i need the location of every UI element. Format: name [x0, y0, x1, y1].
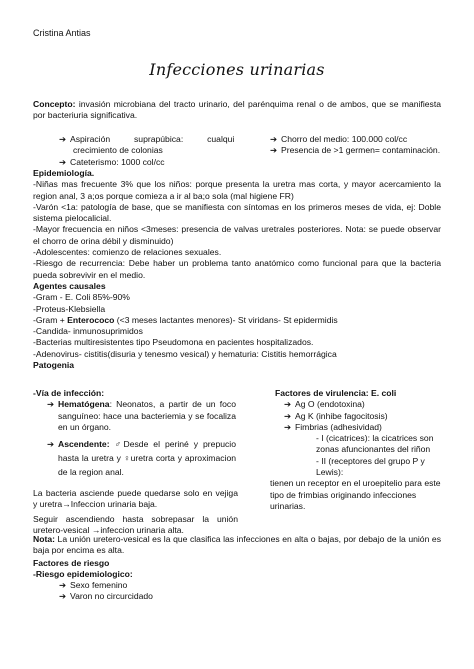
- agente-enterococo-detail: (<3 meses lactantes menores)- St viridans- St epidermidis: [114, 314, 338, 325]
- agente-line: -Bacterias multiresistentes tipo Pseudomona en pacientes hospitalizados.: [33, 337, 314, 348]
- nota-text: La unión uretero-vesical es la que clasifica las infecciones en alta o bajas, por debajo de la unión es baja por encima es alta.: [33, 534, 441, 556]
- fimbria-type-ii-detail: tienen un receptor en el uroepitelio para este tipo de frimbias originando infecciones urinarias.: [270, 478, 441, 511]
- epi-line: -Varón <1a: patología de base, que se manifiesta con síntomas en los primeros meses de vida, ej: Doble sistema pielocalicial.: [33, 201, 441, 224]
- agentes-heading: Agentes causales: [33, 280, 106, 291]
- riesgo-item: [59, 580, 441, 591]
- agente-line: -Adenovirus- cistitis(disuria y tenesmo vesical) y hematuria: Cistitis hemorrágica: [33, 348, 337, 359]
- virulencia-item: [284, 411, 442, 422]
- nota-paragraph: [33, 534, 441, 557]
- lower-section: [33, 534, 441, 603]
- virulencia-ag-k: Ag K (inhibe fagocitosis): [295, 410, 388, 421]
- agente-line: -Candida- inmunosuprimidos: [33, 326, 143, 337]
- arrow-icon: ➔: [270, 134, 278, 144]
- concepto-label: Concepto:: [33, 99, 76, 109]
- riesgo-varon: Varon no circurcidado: [70, 591, 153, 602]
- via-heading: -Vía de infección:: [33, 388, 105, 398]
- virulencia-section: [270, 388, 442, 512]
- patogenia-heading: Patogenia: [33, 360, 75, 371]
- riesgo-item: [59, 591, 441, 602]
- agente-line: [33, 315, 441, 326]
- methods-left-list: [59, 134, 244, 168]
- riesgo-heading: Factores de riesgo: [33, 557, 110, 568]
- arrow-icon: ➔: [59, 591, 67, 602]
- method-cateterismo: Cateterismo: 1000 col/cc: [70, 156, 165, 167]
- arrow-icon: ➔: [59, 156, 67, 167]
- virulencia-ag-o: Ag O (endotoxina): [295, 399, 365, 410]
- arrow-icon: ➔: [284, 399, 292, 410]
- epidemiologia-heading: Epidemiología.: [33, 168, 95, 178]
- method-item: [59, 134, 244, 145]
- method-item: [59, 157, 244, 168]
- fimbria-type-i: - I (cicatrices): la cicatrices son zonas afuncionantes del riñon: [316, 433, 434, 455]
- arrow-icon: ➔: [284, 421, 292, 432]
- virulencia-heading: Factores de virulencia: E. coli: [275, 388, 397, 398]
- virulencia-fimbrias: Fimbrias (adhesividad): [295, 421, 382, 432]
- page-title: Infecciones urinarias: [149, 60, 325, 79]
- methods-right-list: [270, 134, 450, 157]
- nota-label: Nota:: [33, 534, 55, 544]
- ascendente-item: [47, 437, 238, 479]
- virulencia-item: [284, 422, 442, 433]
- method-aspiracion-line2: crecimiento de colonias: [73, 145, 163, 156]
- method-item: [270, 145, 450, 156]
- epi-line: -Riesgo de recurrencia: Debe haber un problema tanto anatómico como funcional para que la bacteria pueda sobrevivir en el medio.: [33, 258, 441, 280]
- hematogena-text-block: [58, 399, 236, 433]
- author-name: Cristina Antias: [33, 28, 91, 38]
- arrow-icon: ➔: [59, 580, 67, 591]
- patogenia-para1: La bacteria asciende puede quedarse solo en vejiga y uretra→Infeccion urinaria baja.: [33, 488, 238, 510]
- agente-line: -Proteus-Klebsiella: [33, 303, 106, 314]
- arrow-icon: ➔: [59, 134, 67, 144]
- fimbria-type-ii: - II (receptores del grupo P y Lewis):: [316, 455, 425, 478]
- arrow-icon: ➔: [47, 439, 55, 450]
- agente-gram-pos: -Gram +: [33, 314, 68, 325]
- hematogena-text: : Neonatos, a partir de un foco sanguíneo: hace una bacteriemia y se focaliza en un órgano.: [58, 399, 236, 432]
- ascendente-label: Ascendente:: [58, 439, 110, 450]
- method-item: [270, 134, 450, 145]
- virulencia-item: [284, 399, 442, 410]
- arrow-icon: ➔: [47, 399, 55, 410]
- method-aspiracion-line1: Aspiración suprapúbica: cualqui: [70, 134, 235, 144]
- patogenia-para2: Seguir ascendiendo hasta sobrepasar la unión uretero-vesical →infeccion urinaria alta.: [33, 513, 238, 536]
- method-presencia: Presencia de >1 germen= contaminación.: [281, 145, 441, 156]
- ascendente-text: ♂Desde el periné y prepucio hasta la uretra y ♀uretra corta y aproximacion de la region anal.: [58, 439, 236, 478]
- riesgo-subheading: -Riesgo epidemiologico:: [33, 568, 133, 579]
- epi-line: -Adolescentes: comienzo de relaciones sexuales.: [33, 247, 222, 258]
- arrow-icon: ➔: [284, 410, 292, 421]
- riesgo-sexo: Sexo femenino: [70, 580, 128, 591]
- agente-enterococo: Enterococo: [67, 314, 115, 325]
- epi-line: -Mayor frecuencia en niños <3meses: presencia de valvas uretrales posteriores. Nota: se puede observar el chorro de orina débil y disminuido): [33, 224, 441, 246]
- concepto-paragraph: [33, 99, 441, 122]
- arrow-icon: ➔: [270, 145, 278, 156]
- epidemiologia-section: [33, 168, 441, 371]
- patogenia-left: [33, 388, 238, 536]
- agente-line: -Gram - E. Coli 85%-90%: [33, 292, 130, 303]
- method-chorro: Chorro del medio: 100.000 col/cc: [281, 134, 408, 144]
- concepto-text: invasión microbiana del tracto urinario, del parénquima renal o de ambos, que se manifiesta por bacteriuria significativa.: [33, 99, 441, 121]
- hematogena-item: [47, 399, 238, 433]
- epi-line: -Niñas mas frecuente 3% que los niños: porque presenta la uretra mas corta, y mayor acercamiento la region anal, 3 a;os porque comieza a ir al ba;o sola (mal higiene FR): [33, 179, 441, 201]
- hematogena-label: Hematógena: [58, 399, 110, 410]
- ascendente-text-block: [58, 437, 236, 479]
